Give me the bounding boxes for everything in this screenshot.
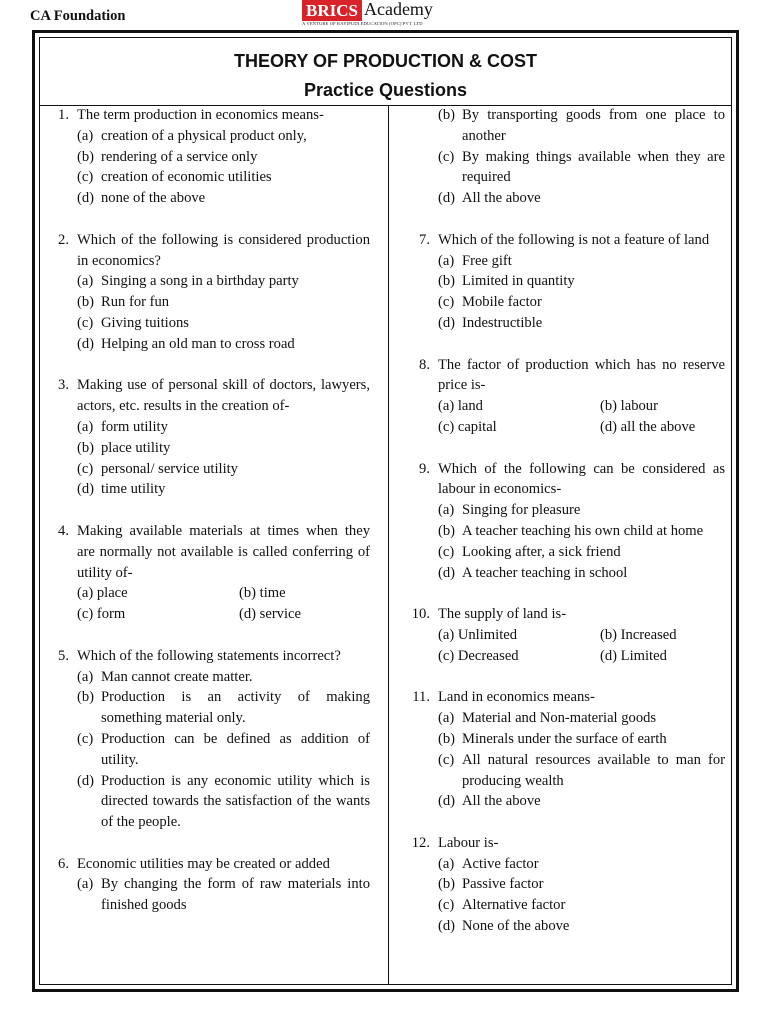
option-label: (b) <box>438 273 456 290</box>
option-text: All the above <box>462 190 541 207</box>
option-text: Passive factor <box>462 876 544 893</box>
question-number: 1. <box>58 107 69 123</box>
answer-option-pair <box>48 604 370 625</box>
question-text: The supply of land is- <box>438 606 567 623</box>
option-text: creation of economic utilities <box>101 169 272 186</box>
option-text: Looking after, a sick friend <box>462 543 621 560</box>
question-stem <box>48 375 370 417</box>
question-text: Land in economics means- <box>438 689 595 706</box>
answer-option <box>48 459 370 480</box>
answer-option <box>48 167 370 188</box>
answer-option <box>48 292 370 313</box>
answer-option <box>409 750 725 792</box>
answer-option-pair <box>48 583 370 604</box>
option-text: creation of a physical product only, <box>101 127 307 144</box>
question-spacer <box>48 209 370 230</box>
question-text: The factor of production which has no reserve price is- <box>438 356 725 394</box>
answer-option: (d) Limited <box>600 647 667 664</box>
answer-option <box>48 334 370 355</box>
question-text: Making available materials at times when they are normally not available is called conferring of utility of- <box>77 522 370 581</box>
answer-option <box>409 854 725 875</box>
answer-option <box>409 563 725 584</box>
logo-tagline: A VENTURE OF RAYIPUDI EDUCATION (OPC) PVT. LTD <box>302 21 423 26</box>
question-spacer <box>409 334 725 355</box>
answer-option: (a) land <box>438 398 483 415</box>
option-label: (d) <box>438 918 456 935</box>
question-text: Which of the following can be considered as labour in economics- <box>438 460 725 498</box>
option-text: Limited in quantity <box>462 273 575 290</box>
question-number: 3. <box>58 377 69 394</box>
question-text: Which of the following is considered production in economics? <box>77 231 370 269</box>
option-label: (b) <box>77 689 95 706</box>
question-number: 11. <box>412 689 430 706</box>
answer-option <box>409 791 725 812</box>
option-text: form utility <box>101 418 168 435</box>
option-text: By making things available when they are required <box>462 148 725 186</box>
answer-option-pair <box>409 396 725 417</box>
answer-option: (b) time <box>239 585 286 602</box>
answer-option <box>409 188 725 209</box>
option-label: (d) <box>77 481 95 498</box>
question-spacer <box>409 667 725 688</box>
option-text: Helping an old man to cross road <box>101 335 295 352</box>
question-number: 9. <box>419 460 430 477</box>
brics-academy-logo <box>302 0 433 26</box>
answer-option <box>48 417 370 438</box>
answer-option-pair <box>409 417 725 438</box>
answer-option <box>409 521 725 542</box>
logo-academy-text: Academy <box>363 0 433 19</box>
option-label: (a) <box>77 127 94 144</box>
answer-option <box>48 438 370 459</box>
option-label: (a) <box>438 710 455 727</box>
question-stem <box>48 854 370 875</box>
option-text: A teacher teaching in school <box>462 564 628 581</box>
option-text: Minerals under the surface of earth <box>462 730 667 747</box>
left-column <box>48 105 370 916</box>
answer-option <box>48 147 370 168</box>
option-label: (d) <box>438 793 456 810</box>
option-label: (b) <box>438 876 456 893</box>
answer-option <box>409 251 725 272</box>
option-label: (c) <box>77 314 94 331</box>
option-text: Alternative factor <box>462 897 566 914</box>
question-number: 8. <box>419 356 430 373</box>
option-text: Singing for pleasure <box>462 502 581 519</box>
question-stem <box>48 521 370 583</box>
option-text: Production is an activity of making something material only. <box>101 689 370 727</box>
option-text: Run for fun <box>101 294 170 311</box>
question-stem <box>409 604 725 625</box>
option-label: (a) <box>77 668 94 685</box>
option-label: (c) <box>438 543 455 560</box>
option-label: (c) <box>77 460 94 477</box>
answer-option <box>409 708 725 729</box>
answer-option-pair <box>409 646 725 667</box>
question-number: 4. <box>58 522 69 539</box>
option-label: (d) <box>77 772 95 789</box>
option-text: place utility <box>101 439 171 456</box>
answer-option <box>48 874 370 916</box>
option-label: (c) <box>438 751 455 768</box>
answer-option <box>409 916 725 937</box>
answer-option <box>409 292 725 313</box>
answer-option: (a) Unlimited <box>438 626 518 643</box>
option-label: (a) <box>77 418 94 435</box>
option-text: A teacher teaching his own child at home <box>462 522 704 539</box>
answer-option <box>48 771 370 833</box>
option-label: (d) <box>438 314 456 331</box>
answer-option: (b) Increased <box>600 626 677 643</box>
question-spacer <box>409 438 725 459</box>
answer-option-pair <box>409 625 725 646</box>
option-text: time utility <box>101 481 166 498</box>
answer-option <box>409 105 725 147</box>
option-text: By changing the form of raw materials into finished goods <box>101 876 370 914</box>
question-stem <box>409 355 725 397</box>
right-column <box>409 105 725 937</box>
worksheet-inner-frame <box>39 37 732 985</box>
question-spacer <box>48 833 370 854</box>
question-stem <box>409 230 725 251</box>
question-number: 7. <box>419 231 430 248</box>
worksheet-frame <box>32 30 739 992</box>
answer-option: (d) service <box>239 606 301 623</box>
option-text: Man cannot create matter. <box>101 668 253 685</box>
answer-option <box>409 147 725 189</box>
option-text: By transporting goods from one place to another <box>462 107 725 144</box>
option-text: Indestructible <box>462 314 543 331</box>
option-label: (d) <box>438 564 456 581</box>
answer-option: (d) all the above <box>600 418 696 435</box>
question-stem <box>409 459 725 501</box>
option-label: (d) <box>77 190 95 207</box>
answer-option <box>48 729 370 771</box>
column-divider <box>388 105 389 984</box>
answer-option <box>409 500 725 521</box>
question-stem <box>48 105 370 126</box>
page-subtitle: Practice Questions <box>303 80 468 100</box>
option-label: (a) <box>438 855 455 872</box>
question-text: Which of the following statements incorrect? <box>77 647 341 664</box>
question-spacer <box>48 500 370 521</box>
answer-option <box>48 271 370 292</box>
option-label: (b) <box>77 294 95 311</box>
answer-option: (b) labour <box>600 398 658 415</box>
option-text: personal/ service utility <box>101 460 238 477</box>
answer-option <box>409 729 725 750</box>
answer-option <box>48 126 370 147</box>
option-text: All natural resources available to man for producing wealth <box>462 751 725 789</box>
answer-option: (c) capital <box>438 418 497 435</box>
question-spacer <box>409 209 725 230</box>
question-stem <box>409 687 725 708</box>
question-number: 5. <box>58 647 69 664</box>
answer-option <box>48 479 370 500</box>
answer-option <box>48 313 370 334</box>
answer-option <box>48 687 370 729</box>
question-spacer <box>409 812 725 833</box>
answer-option <box>409 874 725 895</box>
answer-option <box>409 542 725 563</box>
question-number: 6. <box>58 855 69 872</box>
answer-option: (c) Decreased <box>438 647 519 664</box>
question-text: Labour is- <box>438 834 499 851</box>
option-label: (b) <box>438 730 456 747</box>
answer-option: (a) place <box>77 585 128 602</box>
question-number: 12. <box>411 834 430 851</box>
answer-option: (c) form <box>77 606 126 623</box>
option-text: All the above <box>462 793 541 810</box>
question-text: Which of the following is not a feature of land <box>438 231 710 248</box>
option-label: (d) <box>77 335 95 352</box>
option-text: Active factor <box>462 855 539 872</box>
option-text: Giving tuitions <box>101 314 189 331</box>
question-stem <box>409 833 725 854</box>
question-stem <box>48 230 370 272</box>
answer-option <box>409 313 725 334</box>
option-label: (a) <box>77 876 94 893</box>
option-label: (b) <box>438 107 456 123</box>
option-label: (c) <box>438 148 455 165</box>
question-text: Making use of personal skill of doctors, lawyers, actors, etc. results in the creation of- <box>77 377 370 415</box>
question-spacer <box>48 625 370 646</box>
answer-option <box>409 895 725 916</box>
question-number: 2. <box>58 231 69 248</box>
question-stem <box>48 646 370 667</box>
option-label: (a) <box>77 273 94 290</box>
question-number: 10. <box>411 606 430 623</box>
page-title: THEORY OF PRODUCTION & COST <box>233 51 537 71</box>
option-text: Singing a song in a birthday party <box>101 273 299 290</box>
question-text: Economic utilities may be created or added <box>77 855 330 872</box>
logo-brics-text: BRICS <box>302 0 362 21</box>
option-label: (b) <box>438 522 456 539</box>
question-text: The term production in economics means- <box>77 107 324 123</box>
answer-option <box>48 667 370 688</box>
option-label: (c) <box>438 897 455 914</box>
course-label: CA Foundation <box>30 8 126 24</box>
option-label: (c) <box>77 169 94 186</box>
option-label: (d) <box>438 190 456 207</box>
answer-option <box>48 188 370 209</box>
option-text: Production is any economic utility which is directed towards the satisfaction of the wants of the people. <box>101 772 370 831</box>
option-text: Free gift <box>462 252 512 269</box>
option-text: Mobile factor <box>462 294 542 311</box>
question-spacer <box>409 583 725 604</box>
option-label: (a) <box>438 502 455 519</box>
question-spacer <box>48 355 370 376</box>
option-text: None of the above <box>462 918 570 935</box>
option-label: (c) <box>438 294 455 311</box>
option-text: Production can be defined as addition of utility. <box>101 730 370 768</box>
answer-option <box>409 271 725 292</box>
option-label: (b) <box>77 439 95 456</box>
option-label: (c) <box>77 730 94 747</box>
option-label: (b) <box>77 148 95 165</box>
option-text: none of the above <box>101 190 206 207</box>
option-text: rendering of a service only <box>101 148 258 165</box>
option-text: Material and Non-material goods <box>462 710 657 727</box>
option-label: (a) <box>438 252 455 269</box>
